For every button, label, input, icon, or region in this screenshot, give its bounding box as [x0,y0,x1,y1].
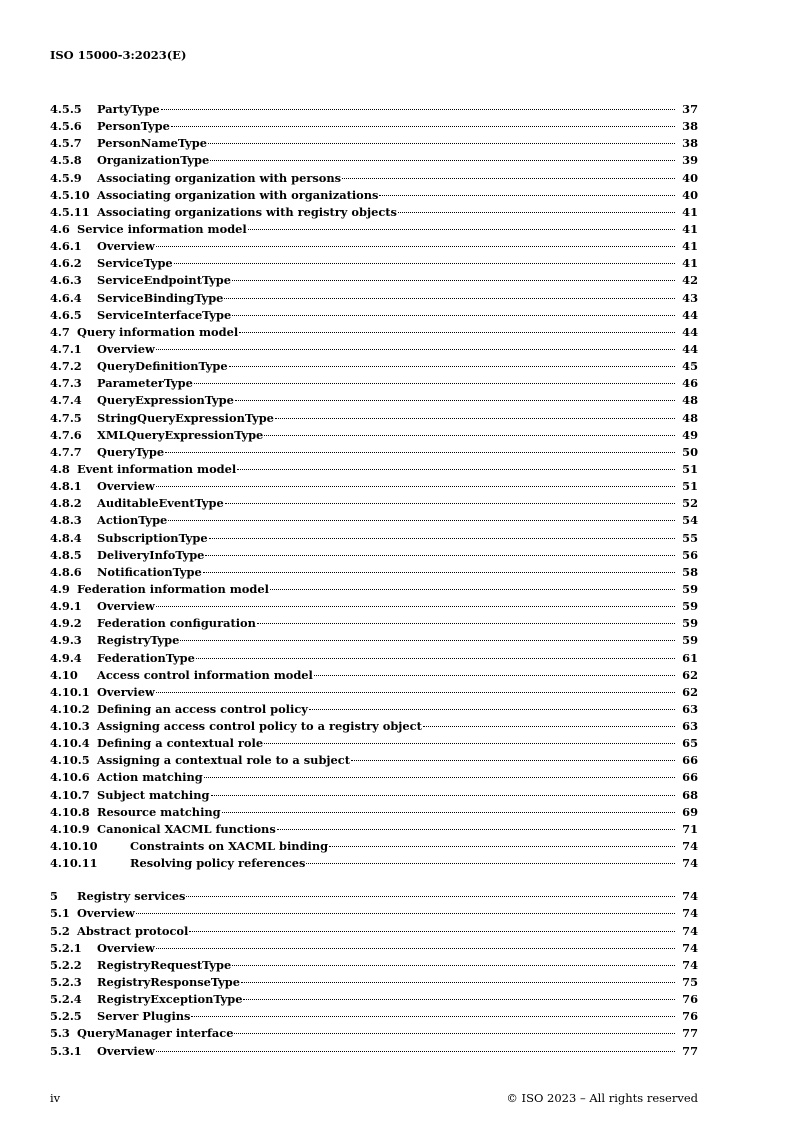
toc-entry-page: 68 [682,787,698,802]
toc-entry-number: 4.6.5 [50,307,82,322]
toc-entry[interactable] [50,1009,698,1026]
toc-entry[interactable] [50,582,698,599]
toc-entry-title[interactable]: AuditableEventType [97,496,224,511]
toc-dot-leader [237,469,675,470]
toc-entry-title[interactable]: Associating organization with organizations [97,187,379,202]
toc-entry-title[interactable]: QueryManager interface [77,1026,234,1041]
toc-entry-number: 4.8.2 [50,496,82,511]
toc-entry-number: 4.10.2 [50,701,90,716]
toc-dot-leader [211,795,676,796]
toc-entry[interactable] [50,479,698,496]
toc-entry[interactable] [50,291,698,308]
toc-entry-page: 74 [682,923,698,938]
toc-entry-page: 52 [682,496,698,511]
toc-entry[interactable] [50,736,698,753]
toc-entry-page: 74 [682,889,698,904]
toc-entry-page: 61 [682,650,698,665]
toc-entry-page: 74 [682,856,698,871]
toc-entry-number: 4.10.11 [50,856,98,871]
toc-entry-number: 5.2.2 [50,957,82,972]
toc-entry-page: 48 [682,410,698,425]
toc-entry-title[interactable]: OrganizationType [97,153,210,168]
toc-entry-number: 4.9.3 [50,633,82,648]
toc-entry[interactable] [50,1044,698,1061]
toc-entry[interactable] [50,428,698,445]
toc-entry[interactable] [50,668,698,685]
toc-entry-title[interactable]: Overview [97,1043,155,1058]
toc-dot-leader [232,965,675,966]
toc-entry-page: 75 [682,975,698,990]
toc-entry[interactable] [50,856,698,873]
page-number: iv [50,1091,61,1105]
toc-entry[interactable] [50,906,698,923]
toc-entry-title[interactable]: QueryExpressionType [97,393,234,408]
toc-entry-title[interactable]: ParameterType [97,376,193,391]
toc-entry-page: 41 [682,221,698,236]
toc-entry-number: 5.2.5 [50,1009,82,1024]
toc-entry-page: 39 [682,153,698,168]
toc-dot-leader [257,623,675,624]
toc-entry[interactable] [50,531,698,548]
toc-dot-leader [264,435,675,436]
toc-entry-title[interactable]: Assigning a contextual role to a subject [97,753,350,768]
toc-entry-title[interactable]: Action matching [97,770,203,785]
toc-entry[interactable] [50,719,698,736]
toc-entry-page: 62 [682,667,698,682]
toc-dot-leader [235,400,675,401]
toc-entry[interactable] [50,462,698,479]
toc-entry[interactable] [50,633,698,650]
toc-entry-number: 4.10 [50,667,78,682]
toc-entry-number: 5.1 [50,906,70,921]
toc-entry[interactable] [50,599,698,616]
toc-entry-number: 4.6.2 [50,256,82,271]
toc-entry-title[interactable]: ActionType [97,513,168,528]
toc-entry-number: 4.10.3 [50,719,90,734]
toc-entry[interactable] [50,565,698,582]
toc-entry-page: 74 [682,940,698,955]
toc-entry[interactable] [50,445,698,462]
toc-entry-page: 74 [682,839,698,854]
toc-dot-leader [275,418,675,419]
toc-entry-number: 4.7.1 [50,341,82,356]
toc-entry-page: 59 [682,616,698,631]
toc-entry-title[interactable]: Overview [97,341,155,356]
toc-dot-leader [209,538,675,539]
toc-entry[interactable] [50,651,698,668]
toc-entry-page: 43 [682,290,698,305]
toc-entry-number: 4.6.4 [50,290,82,305]
toc-entry-number: 4.7.5 [50,410,82,425]
toc-entry[interactable] [50,770,698,787]
toc-entry-page: 46 [682,376,698,391]
toc-dot-leader [156,692,675,693]
toc-entry-title[interactable]: SubscriptionType [97,530,208,545]
toc-entry-title[interactable]: RegistryResponseType [97,975,240,990]
toc-dot-leader [191,1016,675,1017]
toc-entry[interactable] [50,753,698,770]
toc-entry-number: 4.8.3 [50,513,82,528]
toc-entry-page: 59 [682,581,698,596]
toc-dot-leader [136,913,675,914]
toc-dot-leader [196,658,675,659]
toc-entry-title[interactable]: Server Plugins [97,1009,191,1024]
document-header: ISO 15000-3:2023(E) [50,48,187,62]
toc-dot-leader [156,349,675,350]
toc-entry-number: 5.2.1 [50,940,82,955]
toc-entry[interactable] [50,1026,698,1043]
toc-entry-page: 37 [682,102,698,116]
toc-entry-title[interactable]: Service information model [77,221,247,236]
toc-entry-title[interactable]: Resolving policy references [130,856,306,871]
toc-dot-leader [243,999,675,1000]
toc-entry-page: 44 [682,307,698,322]
toc-entry-title[interactable]: Overview [97,940,155,955]
toc-entry-title[interactable]: PersonNameType [97,136,207,151]
toc-entry-page: 74 [682,957,698,972]
toc-dot-leader [205,555,675,556]
copyright-notice: © ISO 2023 – All rights reserved [506,1091,698,1105]
toc-entry-title[interactable]: Overview [97,684,155,699]
toc-entry-page: 77 [682,1026,698,1041]
toc-dot-leader [309,709,675,710]
toc-entry-number: 5 [50,889,58,904]
toc-entry[interactable] [50,359,698,376]
toc-dot-leader [229,366,675,367]
toc-dot-leader [234,1033,675,1034]
toc-entry[interactable] [50,924,698,941]
toc-entry-number: 5.2.3 [50,975,82,990]
toc-entry-number: 4.9.1 [50,599,82,614]
toc-entry-number: 4.9.2 [50,616,82,631]
toc-entry-page: 59 [682,633,698,648]
toc-entry-title[interactable]: Overview [97,599,155,614]
toc-dot-leader [203,572,675,573]
toc-entry-page: 40 [682,187,698,202]
toc-entry-page: 38 [682,119,698,134]
toc-entry[interactable] [50,342,698,359]
toc-entry-page: 71 [682,821,698,836]
toc-dot-leader [270,589,675,590]
toc-entry-number: 4.10.8 [50,804,90,819]
toc-entry[interactable] [50,239,698,256]
toc-entry-title[interactable]: Resource matching [97,804,221,819]
toc-dot-leader [168,520,675,521]
toc-entry-number: 5.3.1 [50,1043,82,1058]
toc-entry-title[interactable]: ServiceEndpointType [97,273,232,288]
toc-entry-number: 4.8.4 [50,530,82,545]
toc-entry-number: 4.5.6 [50,119,82,134]
toc-entry-title[interactable]: Federation configuration [97,616,256,631]
toc-entry-title[interactable]: Canonical XACML functions [97,821,276,836]
toc-entry-number: 4.6 [50,221,70,236]
toc-entry-title[interactable]: Overview [77,906,135,921]
toc-dot-leader [306,863,675,864]
toc-entry[interactable] [50,119,698,136]
toc-entry[interactable] [50,839,698,856]
toc-entry-number: 4.8.5 [50,547,82,562]
toc-entry-number: 4.10.5 [50,753,90,768]
toc-entry-page: 54 [682,513,698,528]
toc-entry-number: 4.9.4 [50,650,82,665]
toc-entry-title[interactable]: Query information model [77,324,239,339]
toc-entry-number: 4.8.1 [50,479,82,494]
toc-entry-title[interactable]: XMLQueryExpressionType [97,427,264,442]
toc-entry-title[interactable]: RegistryExceptionType [97,992,243,1007]
toc-entry-page: 38 [682,136,698,151]
toc-entry[interactable] [50,941,698,958]
toc-entry-number: 4.5.5 [50,102,82,116]
toc-entry-title[interactable]: Defining a contextual role [97,736,264,751]
toc-entry-number: 4.5.9 [50,170,82,185]
toc-entry-title[interactable]: StringQueryExpressionType [97,410,274,425]
toc-entry-number: 5.3 [50,1026,70,1041]
toc-entry[interactable] [50,136,698,153]
toc-entry-page: 74 [682,906,698,921]
toc-entry[interactable] [50,102,698,119]
toc-entry-page: 66 [682,770,698,785]
toc-entry-number: 4.8 [50,461,70,476]
toc-entry-title[interactable]: Event information model [77,461,237,476]
toc-entry[interactable] [50,958,698,975]
toc-entry-page: 44 [682,324,698,339]
toc-dot-leader [398,212,675,213]
toc-entry[interactable] [50,702,698,719]
toc-entry-title[interactable]: RegistryType [97,633,180,648]
toc-entry-page: 77 [682,1043,698,1058]
toc-entry-title[interactable]: Overview [97,479,155,494]
toc-entry-number: 4.10.1 [50,684,90,699]
toc-entry-page: 76 [682,1009,698,1024]
toc-dot-leader [222,812,675,813]
toc-dot-leader [277,829,675,830]
toc-entry-title[interactable]: ServiceInterfaceType [97,307,232,322]
toc-entry-number: 4.7 [50,324,70,339]
toc-entry-title[interactable]: Federation information model [77,581,269,596]
toc-entry-title[interactable]: QueryType [97,444,165,459]
toc-entry-title[interactable]: FederationType [97,650,195,665]
toc-entry-page: 58 [682,564,698,579]
toc-dot-leader [156,606,675,607]
toc-entry-page: 76 [682,992,698,1007]
toc-entry-page: 44 [682,341,698,356]
toc-entry-page: 48 [682,393,698,408]
toc-entry[interactable] [50,975,698,992]
toc-dot-leader [241,982,675,983]
toc-entry-title[interactable]: Defining an access control policy [97,701,308,716]
toc-dot-leader [225,503,675,504]
toc-entry-title[interactable]: NotificationType [97,564,202,579]
toc-entry[interactable] [50,205,698,222]
toc-entry[interactable] [50,273,698,290]
toc-dot-leader [180,640,675,641]
toc-dot-leader [210,160,675,161]
toc-entry-number: 4.6.1 [50,239,82,254]
toc-entry-page: 51 [682,479,698,494]
toc-entry-number: 4.9 [50,581,70,596]
table-of-contents [50,102,698,1061]
toc-entry[interactable] [50,222,698,239]
toc-entry[interactable] [50,992,698,1009]
toc-dot-leader [239,332,675,333]
toc-entry[interactable] [50,822,698,839]
toc-entry-title[interactable]: Constraints on XACML binding [130,839,329,854]
toc-entry-number: 4.10.9 [50,821,90,836]
toc-entry-page: 65 [682,736,698,751]
toc-entry-page: 45 [682,359,698,374]
toc-dot-leader [186,896,675,897]
toc-entry-title[interactable]: Assigning access control policy to a registry object [97,719,422,734]
toc-dot-leader [165,452,675,453]
toc-entry-number: 5.2.4 [50,992,82,1007]
toc-dot-leader [423,726,675,727]
toc-entry-number: 4.7.2 [50,359,82,374]
toc-dot-leader [156,246,675,247]
toc-entry-page: 41 [682,204,698,219]
toc-entry[interactable] [50,496,698,513]
toc-entry[interactable] [50,411,698,428]
toc-entry-page: 41 [682,239,698,254]
toc-dot-leader [342,178,675,179]
toc-dot-leader [248,229,675,230]
toc-dot-leader [174,263,675,264]
toc-entry[interactable] [50,548,698,565]
toc-entry-number: 4.5.8 [50,153,82,168]
toc-entry[interactable] [50,188,698,205]
toc-entry-title[interactable]: Access control information model [97,667,313,682]
toc-dot-leader [208,143,675,144]
toc-dot-leader [314,675,675,676]
toc-entry-page: 63 [682,719,698,734]
toc-entry-page: 66 [682,753,698,768]
toc-entry-title[interactable]: Overview [97,239,155,254]
toc-entry-title[interactable]: Associating organizations with registry objects [97,204,397,219]
toc-entry-page: 59 [682,599,698,614]
toc-entry-page: 42 [682,273,698,288]
toc-entry[interactable] [50,393,698,410]
toc-dot-leader [194,383,675,384]
toc-entry-number: 4.7.7 [50,444,82,459]
toc-entry-page: 49 [682,427,698,442]
toc-entry-number: 4.5.7 [50,136,82,151]
toc-entry-page: 50 [682,444,698,459]
toc-dot-leader [232,315,675,316]
toc-entry[interactable] [50,376,698,393]
toc-entry[interactable] [50,153,698,170]
toc-entry-page: 40 [682,170,698,185]
toc-entry[interactable] [50,788,698,805]
toc-entry-number: 5.2 [50,923,70,938]
toc-dot-leader [156,948,675,949]
toc-entry-page: 63 [682,701,698,716]
toc-entry-title[interactable]: QueryDefinitionType [97,359,228,374]
toc-entry-page: 51 [682,461,698,476]
toc-dot-leader [156,486,675,487]
toc-entry[interactable] [50,805,698,822]
toc-entry-number: 4.10.4 [50,736,90,751]
toc-entry[interactable] [50,256,698,273]
toc-entry-title[interactable]: Associating organization with persons [97,170,342,185]
toc-entry-title[interactable]: DeliveryInfoType [97,547,205,562]
toc-entry-page: 56 [682,547,698,562]
toc-dot-leader [232,280,675,281]
toc-entry-number: 4.10.6 [50,770,90,785]
toc-entry-page: 69 [682,804,698,819]
toc-dot-leader [204,777,675,778]
toc-dot-leader [264,743,675,744]
toc-dot-leader [379,195,675,196]
toc-entry[interactable] [50,171,698,188]
toc-entry-title[interactable]: PartyType [97,102,160,116]
toc-entry[interactable] [50,685,698,702]
toc-entry-number: 4.10.7 [50,787,90,802]
toc-entry-page: 41 [682,256,698,271]
toc-entry-title[interactable]: Abstract protocol [77,923,189,938]
toc-entry[interactable] [50,325,698,342]
toc-dot-leader [171,126,675,127]
toc-entry[interactable] [50,513,698,530]
toc-entry-title[interactable]: Subject matching [97,787,210,802]
toc-entry-number: 4.10.10 [50,839,98,854]
toc-entry-number: 4.7.6 [50,427,82,442]
toc-entry[interactable] [50,308,698,325]
toc-entry-title[interactable]: Registry services [77,889,186,904]
toc-dot-leader [156,1051,675,1052]
toc-entry-number: 4.7.3 [50,376,82,391]
toc-entry-page: 62 [682,684,698,699]
toc-entry[interactable] [50,889,698,906]
toc-dot-leader [224,298,675,299]
toc-entry[interactable] [50,616,698,633]
toc-dot-leader [329,846,675,847]
toc-dot-leader [351,760,675,761]
toc-entry-title[interactable]: ServiceType [97,256,173,271]
toc-entry-title[interactable]: PersonType [97,119,170,134]
toc-entry-number: 4.8.6 [50,564,82,579]
toc-entry-number: 4.6.3 [50,273,82,288]
toc-entry-number: 4.5.10 [50,187,90,202]
toc-dot-leader [189,931,675,932]
toc-entry-title[interactable]: ServiceBindingType [97,290,224,305]
toc-entry-number: 4.5.11 [50,204,90,219]
toc-entry-page: 55 [682,530,698,545]
toc-entry-title[interactable]: RegistryRequestType [97,957,232,972]
toc-entry-number: 4.7.4 [50,393,82,408]
toc-dot-leader [161,109,675,110]
